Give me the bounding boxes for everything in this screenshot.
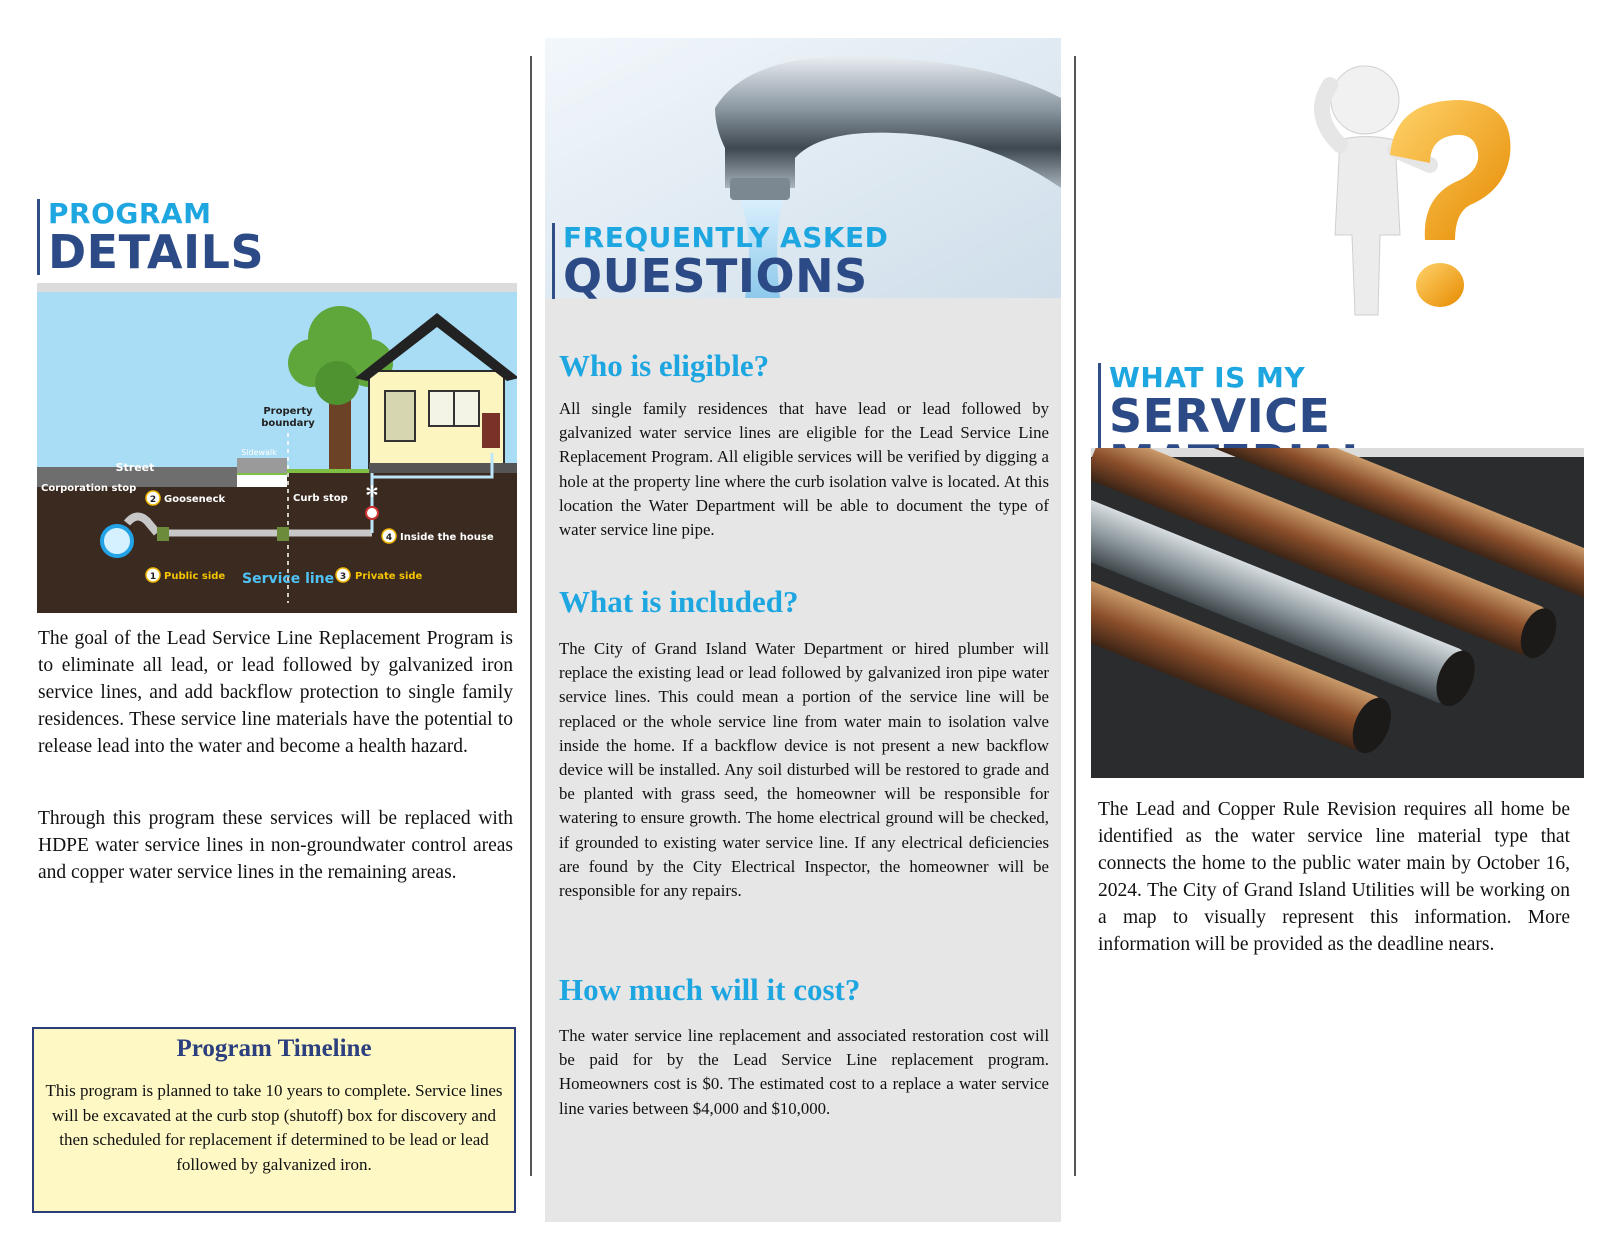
label-inside-the-house: Inside the house [400, 532, 494, 543]
label-num3: 3 [339, 572, 347, 582]
faq-heading [552, 221, 889, 303]
service-material-heading-top: WHAT IS MY [1109, 361, 1306, 394]
question-figure-illustration [1260, 45, 1540, 340]
svg-text:✻: ✻ [365, 482, 379, 501]
label-boundary: boundary [261, 418, 315, 429]
faq-heading-top: FREQUENTLY ASKED [563, 221, 889, 254]
label-sidewalk: Sidewalk [241, 448, 277, 457]
service-line-diagram [37, 283, 517, 613]
label-curb-stop: Curb stop [293, 493, 348, 504]
label-gooseneck: Gooseneck [164, 494, 226, 505]
service-material-paragraph: The Lead and Copper Rule Revision requires all home be identified as the water service line material type that connects the home to the public water main by October 16, 2024. The City of Grand Island Utilities will be working on a map to visually represent this information. More information will be provided as the deadline nears. [1098, 799, 1570, 955]
program-replacement-paragraph: Through this program these services will be replaced with HDPE water service lines in non-groundwater control areas and copper water service lines in the remaining areas. [38, 808, 513, 883]
faq-heading-bottom: QUESTIONS [563, 249, 868, 303]
program-goal-paragraph: The goal of the Lead Service Line Replacement Program is to eliminate all lead, or lead followed by galvanized iron service lines, and add backflow protection to single family residences. These service line materials have the potential to release lead into the water and become a health hazard. [38, 628, 513, 757]
column-divider-left [530, 56, 532, 1176]
program-details-heading [37, 197, 265, 279]
pipes-photo [1091, 448, 1584, 778]
faq-question-included: What is included? [559, 584, 799, 619]
faq-question-eligible: Who is eligible? [559, 348, 770, 383]
label-corporation-stop: Corporation stop [41, 483, 137, 494]
faq-question-cost: How much will it cost? [559, 972, 861, 1007]
program-timeline-title: Program Timeline [176, 1035, 372, 1062]
faq-answer-included: The City of Grand Island Water Department or hired plumber will replace the existing lead or lead followed by galvanized iron pipe water service lines. This could mean a portion of the service line will be replaced or the whole service line from water main to isolation valve inside the home. If a backflow device is not present a new backflow device will be installed. Any soil disturbed will be restored to grade and be planted with grass seed, the homeowner will be responsible for watering to ensure growth. The home electrical ground will be checked, if grounded to existing water service line. If any electrical deficiencies are found by the City Electrical Inspector, the homeowner will be responsible for any repairs. [559, 639, 1049, 901]
label-public-side: Public side [164, 571, 226, 582]
label-num1: 1 [149, 572, 157, 582]
program-details-heading-top: PROGRAM [48, 197, 212, 230]
label-service-line: Service line [242, 571, 335, 587]
service-material-heading-bottom: SERVICE [1109, 389, 1331, 443]
column-divider-right [1074, 56, 1076, 1176]
faq-answer-eligible: All single family residences that have lead or lead followed by galvanized water service lines are eligible for the Lead Service Line Replacement Program. All eligible services will be verified by digging a hole at the property line where the curb isolation valve is located. At this location the Water Department will be able to document the type of water service line pipe. [559, 399, 1049, 540]
label-property: Property [263, 406, 313, 417]
faq-answer-cost: The water service line replacement and associated restoration cost will be paid for by the Lead Service Line replacement program. Homeowners cost is $0. The estimated cost to a replace a water service line varies between $4,000 and $10,000. [559, 1026, 1049, 1118]
label-num4: 4 [385, 533, 393, 543]
label-num2: 2 [149, 495, 157, 505]
program-details-heading-bottom: DETAILS [48, 225, 265, 279]
program-timeline-box [32, 1027, 516, 1213]
label-private-side: Private side [355, 571, 423, 582]
program-timeline-body: This program is planned to take 10 years to complete. Service lines will be excavated at the curb stop (shutoff) box for discovery and then scheduled for replacement if determined to be lead or lead followed by galvanized iron. [45, 1081, 503, 1174]
label-street: Street [115, 461, 155, 474]
